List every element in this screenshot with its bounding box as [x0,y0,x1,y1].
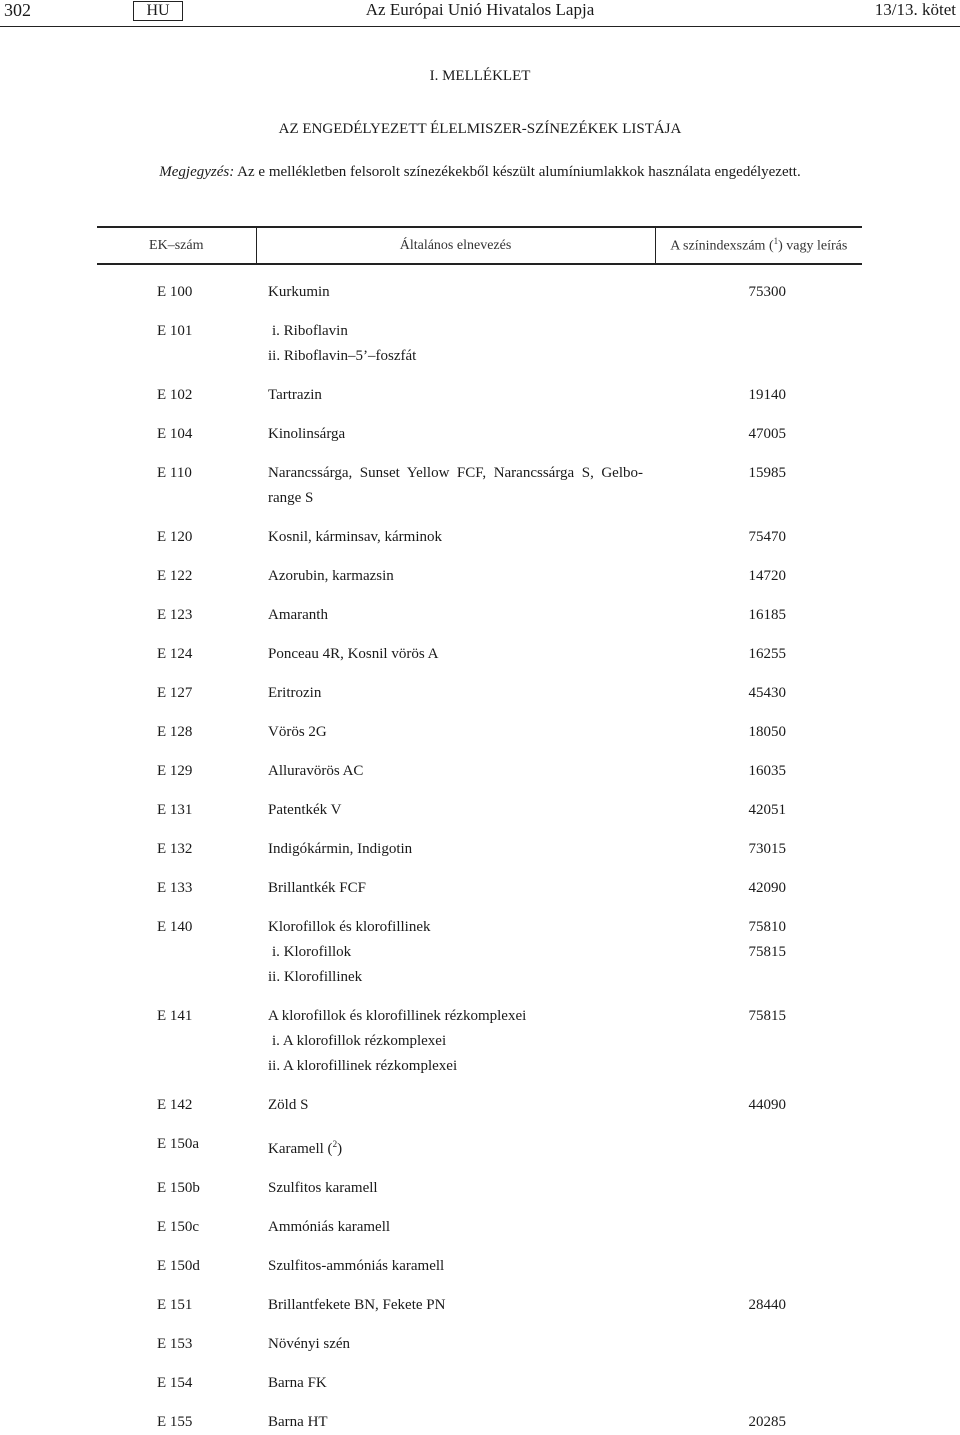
row-code: E 150d [157,1258,200,1274]
row-index [655,1004,862,1079]
row-name-text: Karamell ( [268,1141,333,1157]
table-row [97,720,862,745]
row-index [655,1371,862,1396]
table-row [97,1093,862,1118]
table-row [97,681,862,706]
journal-title: Az Európai Unió Hivatalos Lapja [365,0,595,19]
column-header-code: EK–szám [97,227,256,264]
table-row [97,1410,862,1435]
row-name [256,1004,655,1079]
row-code: E 123 [157,607,193,623]
row-name: Zöld S [268,1097,309,1113]
table-row [97,564,862,589]
row-name: Brillantfekete BN, Fekete PN [268,1297,446,1313]
row-index: 19140 [748,387,786,403]
row-name [256,319,655,369]
row-subitem: ii. Klorofillinek [268,969,363,985]
row-name: Brillantkék FCF [268,880,366,896]
column-header-index [655,227,862,264]
row-name: Barna HT [268,1414,328,1430]
row-name [256,461,655,511]
table-row [97,1371,862,1396]
row-index [655,1215,862,1240]
table-row [97,642,862,667]
row-code: E 154 [157,1375,193,1391]
table-row [97,1293,862,1318]
row-name: Szulfitos-ammóniás karamell [268,1258,445,1274]
table-row [97,461,862,511]
row-code: E 124 [157,646,193,662]
row-name: Ponceau 4R, Kosnil vörös A [268,646,439,662]
row-name: Barna FK [268,1375,327,1391]
row-index [655,319,862,369]
row-subitem: i. Klorofillok [272,944,352,960]
row-index-main: 75815 [748,1008,786,1024]
row-index [655,915,862,990]
row-index: 44090 [748,1097,786,1113]
table-row [97,876,862,901]
row-code: E 150b [157,1180,200,1196]
row-code: E 102 [157,387,193,403]
table-row [97,837,862,862]
table-row [97,1254,862,1279]
row-name: Alluravörös AC [268,763,364,779]
table-header-row [97,227,862,264]
table-row [97,1215,862,1240]
row-index: 75470 [748,529,786,545]
column-header-index-text-end: ) vagy leírás [778,238,848,254]
row-name-line: Narancssárga, Sunset Yellow FCF, Narancssárga S, Gelbo- [268,465,643,481]
row-name: Azorubin, karmazsin [268,568,394,584]
row-index: 75300 [748,284,786,300]
language-badge: HU [133,1,183,21]
colour-table [97,226,862,1435]
row-code: E 155 [157,1414,193,1430]
row-index: 45430 [748,685,786,701]
row-index: 28440 [748,1297,786,1313]
row-code: E 110 [157,465,192,481]
row-name [256,915,655,990]
row-code: E 142 [157,1097,193,1113]
row-code: E 133 [157,880,193,896]
row-index: 15985 [748,465,786,481]
row-code: E 151 [157,1297,193,1313]
row-name: Tartrazin [268,387,322,403]
table-row [97,319,862,369]
row-name-line: range S [268,490,314,506]
row-code: E 150c [157,1219,200,1235]
table-row [97,1132,862,1162]
row-index [655,1254,862,1279]
table-row [97,1332,862,1357]
row-name: Kinolinsárga [268,426,346,442]
row-subitem: i. A klorofillok rézkomplexei [272,1033,447,1049]
row-code: E 128 [157,724,193,740]
list-title: AZ ENGEDÉLYEZETT ÉLELMISZER-SZÍNEZÉKEK LISTÁJA [278,121,682,137]
row-name: Indigókármin, Indigotin [268,841,413,857]
row-index-main: 75810 [748,919,786,935]
table-row [97,759,862,784]
row-code: E 140 [157,919,193,935]
footnote-ref-2: 2 [332,1139,338,1149]
row-code: E 131 [157,802,193,818]
annex-note [0,164,960,181]
column-header-name: Általános elnevezés [256,227,655,264]
row-index [655,1332,862,1357]
table-row [97,525,862,550]
row-code: E 122 [157,568,193,584]
row-name [256,1132,655,1162]
page-number: 302 [4,0,31,20]
row-code: E 104 [157,426,193,442]
row-name: Amaranth [268,607,328,623]
note-label: Megjegyzés: [159,164,235,180]
row-subitem: i. Riboflavin [272,323,348,339]
running-header [0,0,960,27]
row-index: 16035 [748,763,786,779]
row-index: 42090 [748,880,786,896]
annex-title: I. MELLÉKLET [429,68,531,84]
row-name-text-end: ) [337,1141,343,1157]
row-name: Patentkék V [268,802,342,818]
volume-label: 13/13. kötet [874,0,956,19]
row-index-sub: 75815 [748,944,786,960]
column-header-index-text: A színindexszám ( [670,238,774,254]
table-row [97,1176,862,1201]
row-name-main: A klorofillok és klorofillinek rézkomplexei [268,1008,527,1024]
note-text: Az e mellékletben felsorolt színezékekből készült alumíniumlakkok használata engedélyezett. [237,164,801,180]
row-index [655,1132,862,1162]
row-code: E 100 [157,284,193,300]
table-row [97,915,862,990]
row-index: 73015 [748,841,786,857]
row-code: E 129 [157,763,193,779]
table-row [97,1004,862,1079]
table-row [97,603,862,628]
footnote-ref-1: 1 [773,236,779,247]
row-code: E 101 [157,323,193,339]
row-index: 42051 [748,802,786,818]
row-code: E 153 [157,1336,193,1352]
table-row [97,422,862,447]
row-code: E 150a [157,1136,200,1152]
row-code: E 120 [157,529,193,545]
row-name: Vörös 2G [268,724,327,740]
row-name: Kurkumin [268,284,330,300]
table-row [97,280,862,305]
row-name: Kosnil, kárminsav, kárminok [268,529,443,545]
row-name: Ammóniás karamell [268,1219,391,1235]
table-row [97,798,862,823]
row-subitem: ii. A klorofillinek rézkomplexei [268,1058,458,1074]
row-index: 14720 [748,568,786,584]
row-code: E 141 [157,1008,193,1024]
row-subitem: ii. Riboflavin–5’–foszfát [268,348,417,364]
row-code: E 127 [157,685,193,701]
row-code: E 132 [157,841,193,857]
row-index: 47005 [748,426,786,442]
row-index: 18050 [748,724,786,740]
row-name: Növényi szén [268,1336,351,1352]
row-name: Szulfitos karamell [268,1180,378,1196]
row-name-main: Klorofillok és klorofillinek [268,919,431,935]
row-index: 16185 [748,607,786,623]
table-row [97,383,862,408]
row-index: 20285 [748,1414,786,1430]
row-index: 16255 [748,646,786,662]
row-index [655,1176,862,1201]
row-name: Eritrozin [268,685,322,701]
